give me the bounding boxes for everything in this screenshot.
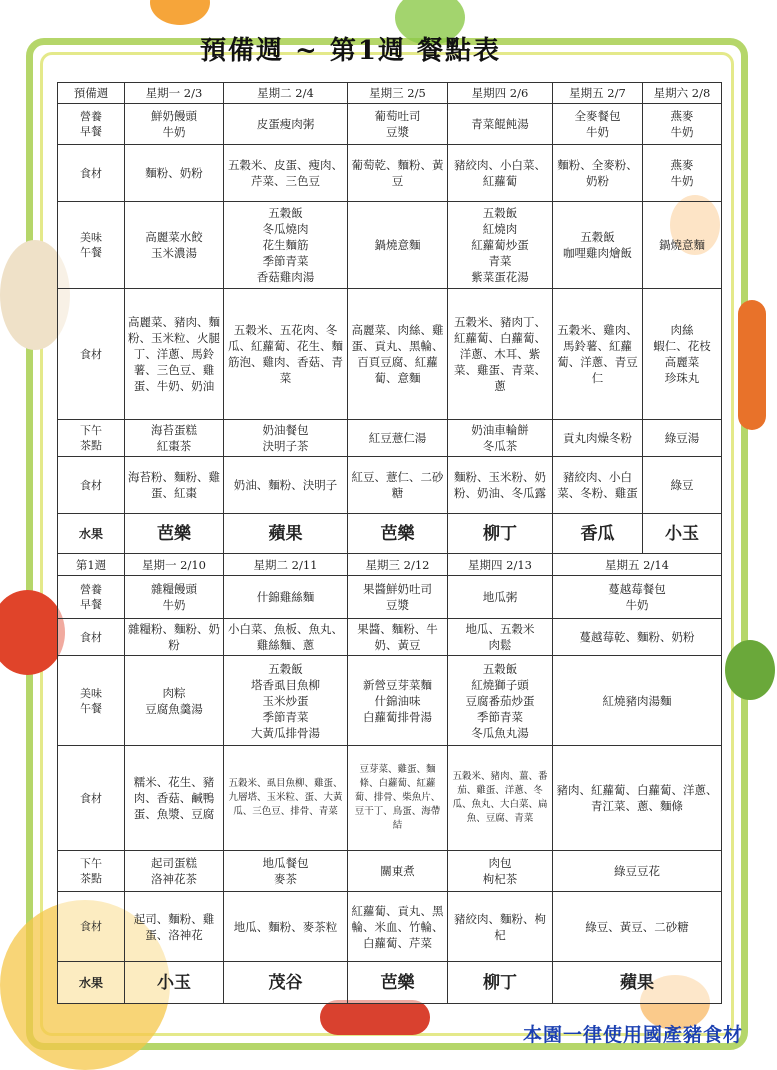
row-label-ingredients: 食材 <box>58 289 125 420</box>
week1-header-row <box>58 554 722 576</box>
fruit-cell: 香瓜 <box>553 514 643 554</box>
meal-cell: 燕麥 牛奶 <box>643 104 722 145</box>
ingredient-cell: 五穀米、豬肉丁、紅蘿蔔、白蘿蔔、洋蔥、木耳、紫菜、雞蛋、青菜、蔥 <box>448 289 553 420</box>
meal-cell: 貢丸肉燥冬粉 <box>553 420 643 457</box>
meal-cell: 高麗菜水餃 玉米濃湯 <box>125 202 224 289</box>
meal-cell: 鍋燒意麵 <box>348 202 448 289</box>
week0-header-row <box>58 83 722 104</box>
fruit-cell: 芭樂 <box>125 514 224 554</box>
ingredient-cell: 地瓜、五穀米 肉鬆 <box>448 619 553 656</box>
week0-breakfast-ingredients-row <box>58 145 722 202</box>
ingredient-cell: 海苔粉、麵粉、雞蛋、紅棗 <box>125 457 224 514</box>
footer-note: 本園一律使用國產豬食材 <box>522 1024 743 1046</box>
carrot-decoration <box>738 300 766 430</box>
ingredient-cell: 紅蘿蔔、貢丸、黑輪、米血、竹輪、白蘿蔔、芹菜 <box>348 892 448 962</box>
ingredient-cell: 五穀米、雞肉、馬鈴薯、紅蘿蔔、洋蔥、青豆仁 <box>553 289 643 420</box>
meal-cell: 葡萄吐司 豆漿 <box>348 104 448 145</box>
week1-snack-ingredients-row <box>58 892 722 962</box>
meal-cell: 奶油餐包 決明子茶 <box>224 420 348 457</box>
week1-snack-row <box>58 851 722 892</box>
meal-cell: 五穀飯 紅燒獅子頭 豆腐番茄炒蛋 季節青菜 冬瓜魚丸湯 <box>448 656 553 746</box>
fruit-cell: 茂谷 <box>224 962 348 1004</box>
week0-snack-row <box>58 420 722 457</box>
meal-cell: 綠豆湯 <box>643 420 722 457</box>
week0-day-header: 星期二 2/4 <box>224 83 348 104</box>
week0-day-header: 星期一 2/3 <box>125 83 224 104</box>
row-label-breakfast: 營養 早餐 <box>58 104 125 145</box>
fruit-cell: 小玉 <box>125 962 224 1004</box>
ingredient-cell: 綠豆 <box>643 457 722 514</box>
row-label-ingredients: 食材 <box>58 145 125 202</box>
ingredient-cell: 燕麥 牛奶 <box>643 145 722 202</box>
meal-cell: 肉包 枸杞茶 <box>448 851 553 892</box>
fruit-cell: 蘋果 <box>224 514 348 554</box>
row-label-ingredients: 食材 <box>58 619 125 656</box>
meal-cell: 青菜餛飩湯 <box>448 104 553 145</box>
ingredient-cell: 五穀米、虱目魚柳、雞蛋、九層塔、玉米粒、蛋、大黃瓜、三色豆、排骨、青菜 <box>224 746 348 851</box>
ingredient-cell: 奶油、麵粉、決明子 <box>224 457 348 514</box>
week0-fruit-row <box>58 514 722 554</box>
fruit-cell: 蘋果 <box>553 962 722 1004</box>
ingredient-cell: 五穀米、五花肉、冬瓜、紅蘿蔔、花生、麵筋泡、雞肉、香菇、青菜 <box>224 289 348 420</box>
fruit-cell: 柳丁 <box>448 514 553 554</box>
ingredient-cell: 麵粉、奶粉 <box>125 145 224 202</box>
week1-lunch-row <box>58 656 722 746</box>
ingredient-cell: 麵粉、全麥粉、奶粉 <box>553 145 643 202</box>
row-label-lunch: 美味 午餐 <box>58 656 125 746</box>
week1-day-header: 星期一 2/10 <box>125 554 224 576</box>
week0-week-label: 預備週 <box>58 83 125 104</box>
ingredient-cell: 豬絞肉、麵粉、枸杞 <box>448 892 553 962</box>
meal-cell: 紅燒豬肉湯麵 <box>553 656 722 746</box>
week1-fruit-row <box>58 962 722 1004</box>
ingredient-cell: 葡萄乾、麵粉、黃豆 <box>348 145 448 202</box>
week0-day-header: 星期六 2/8 <box>643 83 722 104</box>
meal-cell: 果醬鮮奶吐司 豆漿 <box>348 576 448 619</box>
ingredient-cell: 起司、麵粉、雞蛋、洛神花 <box>125 892 224 962</box>
ingredient-cell: 綠豆、黃豆、二砂糖 <box>553 892 722 962</box>
meal-cell: 皮蛋瘦肉粥 <box>224 104 348 145</box>
meal-cell: 紅豆薏仁湯 <box>348 420 448 457</box>
meal-cell: 新營豆芽菜麵 什錦油味 白蘿蔔排骨湯 <box>348 656 448 746</box>
meal-cell: 海苔蛋糕 紅棗茶 <box>125 420 224 457</box>
meal-cell: 綠豆豆花 <box>553 851 722 892</box>
week1-day-header: 星期四 2/13 <box>448 554 553 576</box>
row-label-snack: 下午 茶點 <box>58 420 125 457</box>
ingredient-cell: 豬肉、紅蘿蔔、白蘿蔔、洋蔥、青江菜、蔥、麵條 <box>553 746 722 851</box>
row-label-snack: 下午 茶點 <box>58 851 125 892</box>
fruit-cell: 芭樂 <box>348 962 448 1004</box>
row-label-breakfast: 營養 早餐 <box>58 576 125 619</box>
week0-day-header: 星期三 2/5 <box>348 83 448 104</box>
ingredient-cell: 五穀米、豬肉、薑、番茄、雞蛋、洋蔥、冬瓜、魚丸、大白菜、扁魚、豆腐、青菜 <box>448 746 553 851</box>
ingredient-cell: 五穀米、皮蛋、瘦肉、芹菜、三色豆 <box>224 145 348 202</box>
meal-cell: 地瓜餐包 麥茶 <box>224 851 348 892</box>
fruit-cell: 芭樂 <box>348 514 448 554</box>
meal-cell: 關東煮 <box>348 851 448 892</box>
ingredient-cell: 豬絞肉、小白菜、冬粉、雞蛋 <box>553 457 643 514</box>
meal-cell: 全麥餐包 牛奶 <box>553 104 643 145</box>
week0-lunch-ingredients-row <box>58 289 722 420</box>
week1-day-header: 星期五 2/14 <box>553 554 722 576</box>
week1-day-header: 星期三 2/12 <box>348 554 448 576</box>
week1-day-header: 星期二 2/11 <box>224 554 348 576</box>
meal-cell: 雜糧饅頭 牛奶 <box>125 576 224 619</box>
orange-decoration <box>150 0 210 25</box>
week0-day-header: 星期四 2/6 <box>448 83 553 104</box>
row-label-lunch: 美味 午餐 <box>58 202 125 289</box>
ingredient-cell: 雜糧粉、麵粉、奶粉 <box>125 619 224 656</box>
ingredient-cell: 豬絞肉、小白菜、 紅蘿蔔 <box>448 145 553 202</box>
row-label-ingredients: 食材 <box>58 746 125 851</box>
ingredient-cell: 地瓜、麵粉、麥茶粒 <box>224 892 348 962</box>
ingredient-cell: 高麗菜、肉絲、雞蛋、貢丸、黑輪、百頁豆腐、紅蘿蔔、意麵 <box>348 289 448 420</box>
week0-day-header: 星期五 2/7 <box>553 83 643 104</box>
ingredient-cell: 蔓越莓乾、麵粉、奶粉 <box>553 619 722 656</box>
row-label-fruit: 水果 <box>58 514 125 554</box>
row-label-ingredients: 食材 <box>58 892 125 962</box>
meal-cell: 地瓜粥 <box>448 576 553 619</box>
meal-cell: 鮮奶饅頭 牛奶 <box>125 104 224 145</box>
meal-cell: 肉粽 豆腐魚羹湯 <box>125 656 224 746</box>
ingredient-cell: 果醬、麵粉、牛奶、黃豆 <box>348 619 448 656</box>
meal-cell: 什錦雞絲麵 <box>224 576 348 619</box>
ingredient-cell: 麵粉、玉米粉、奶粉、奶油、冬瓜露 <box>448 457 553 514</box>
broccoli-decoration <box>725 640 775 700</box>
week0-breakfast-row <box>58 104 722 145</box>
meal-cell: 奶油車輪餅 冬瓜茶 <box>448 420 553 457</box>
pepper-decoration <box>320 1000 430 1035</box>
meal-cell: 五穀飯 塔香虱目魚柳 玉米炒蛋 季節青菜 大黃瓜排骨湯 <box>224 656 348 746</box>
week0-snack-ingredients-row <box>58 457 722 514</box>
ingredient-cell: 紅豆、薏仁、二砂糖 <box>348 457 448 514</box>
week1-breakfast-row <box>58 576 722 619</box>
meal-cell: 鍋燒意麵 <box>643 202 722 289</box>
page-title: 預備週 ~ 第1週 餐點表 <box>200 36 502 66</box>
week0-lunch-row <box>58 202 722 289</box>
menu-table <box>57 82 722 1004</box>
ingredient-cell: 高麗菜、豬肉、麵粉、玉米粒、火腿丁、洋蔥、馬鈴薯、三色豆、雞蛋、牛奶、奶油 <box>125 289 224 420</box>
meal-cell: 五穀飯 紅燒肉 紅蘿蔔炒蛋 青菜 紫菜蛋花湯 <box>448 202 553 289</box>
row-label-fruit: 水果 <box>58 962 125 1004</box>
week1-breakfast-ingredients-row <box>58 619 722 656</box>
fruit-cell: 小玉 <box>643 514 722 554</box>
meal-cell: 起司蛋糕 洛神花茶 <box>125 851 224 892</box>
meal-cell: 五穀飯 冬瓜燒肉 花生麵筋 季節青菜 香菇雞肉湯 <box>224 202 348 289</box>
meal-cell: 五穀飯 咖哩雞肉燴飯 <box>553 202 643 289</box>
ingredient-cell: 糯米、花生、豬肉、香菇、鹹鴨蛋、魚漿、豆腐 <box>125 746 224 851</box>
ingredient-cell: 小白菜、魚板、魚丸、雞絲麵、蔥 <box>224 619 348 656</box>
ingredient-cell: 豆芽菜、雞蛋、麵條、白蘿蔔、紅蘿蔔、排骨、柴魚片、豆干丁、鳥蛋、海帶結 <box>348 746 448 851</box>
row-label-ingredients: 食材 <box>58 457 125 514</box>
fruit-cell: 柳丁 <box>448 962 553 1004</box>
meal-cell: 蔓越莓餐包 牛奶 <box>553 576 722 619</box>
ingredient-cell: 肉絲 蝦仁、花枝 高麗菜 珍珠丸 <box>643 289 722 420</box>
week1-lunch-ingredients-row <box>58 746 722 851</box>
week1-week-label: 第1週 <box>58 554 125 576</box>
